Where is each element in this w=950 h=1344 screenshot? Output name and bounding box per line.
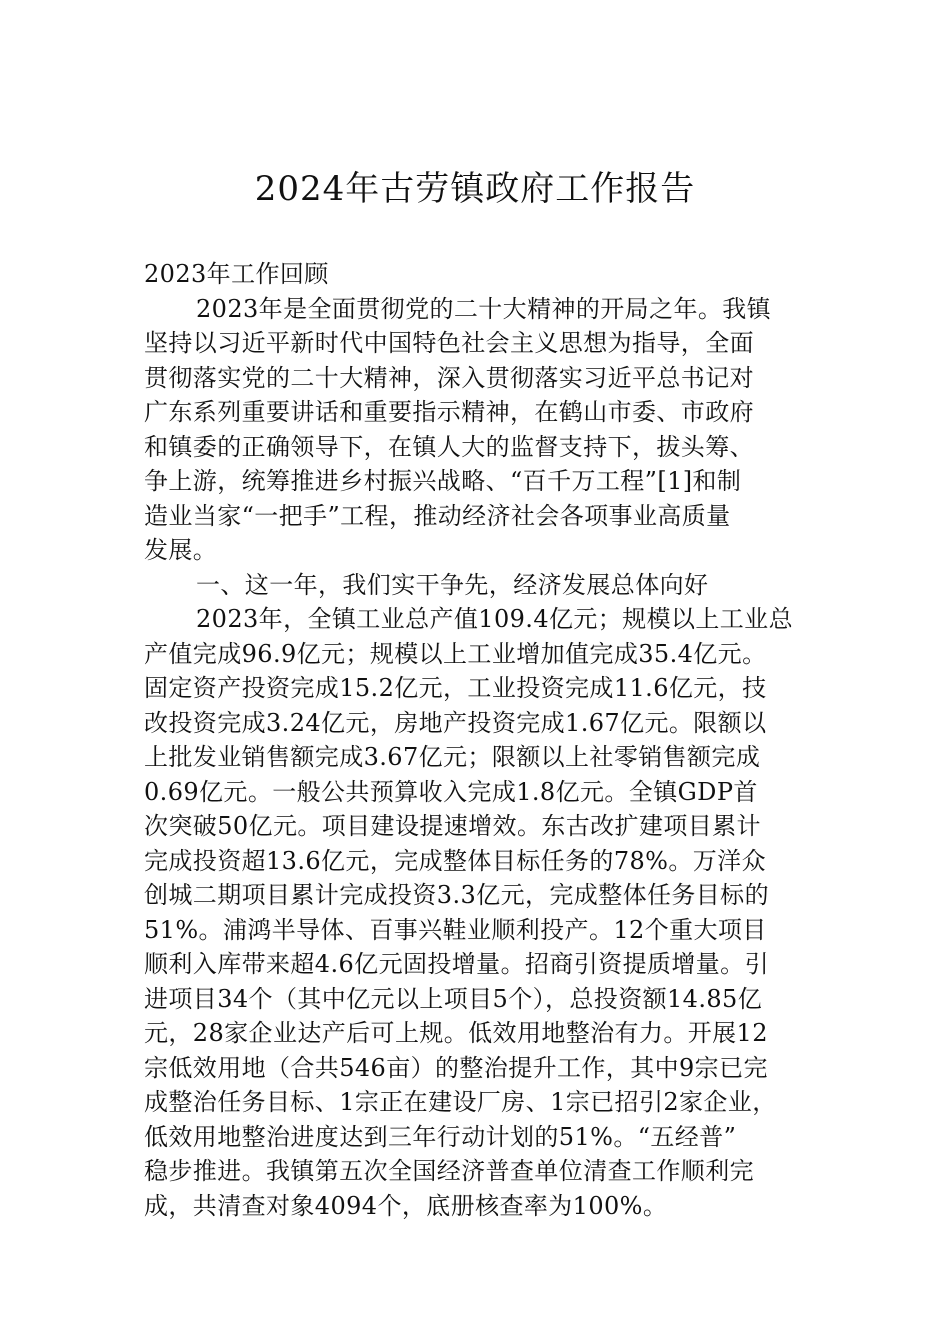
paragraph-line: 宗低效用地（合共546亩）的整治提升工作，其中9宗已完: [144, 1053, 768, 1082]
paragraph-line: 创城二期项目累计完成投资3.3亿元，完成整体任务目标的: [144, 881, 769, 909]
paragraph-line: 元，28家企业达产后可上规。低效用地整治有力。开展12: [144, 1019, 768, 1047]
paragraph-line: 完成投资超13.6亿元，完成整体目标任务的78%。万洋众: [144, 846, 766, 875]
paragraph-line: 一、这一年，我们实干争先，经济发展总体向好: [196, 570, 709, 599]
paragraph-line: 发展。: [144, 536, 218, 564]
section-heading: 2023年工作回顾: [144, 260, 329, 288]
paragraph-line: 产值完成96.9亿元；规模以上工业增加值完成35.4亿元。: [144, 639, 767, 668]
paragraph-line: 成，共清查对象4094个，底册核查率为100%。: [144, 1191, 668, 1220]
paragraph-line: 和镇委的正确领导下，在镇人大的监督支持下，拔头筹、: [144, 432, 754, 461]
paragraph-line: 改投资完成3.24亿元，房地产投资完成1.67亿元。限额以: [144, 708, 767, 737]
paragraph-line: 次突破50亿元。项目建设提速增效。东古改扩建项目累计: [144, 812, 761, 840]
paragraph-line: 顺利入库带来超4.6亿元固投增量。招商引资提质增量。引: [144, 950, 769, 978]
paragraph-line: 低效用地整治进度达到三年行动计划的51%。“五经普”: [144, 1122, 737, 1151]
paragraph-line: 坚持以习近平新时代中国特色社会主义思想为指导，全面: [144, 329, 754, 357]
paragraph-line: 贯彻落实党的二十大精神，深入贯彻落实习近平总书记对: [144, 363, 754, 392]
paragraph-line: 广东系列重要讲话和重要指示精神，在鹤山市委、市政府: [144, 398, 754, 426]
paragraph-line: 0.69亿元。一般公共预算收入完成1.8亿元。全镇GDP首: [144, 777, 758, 806]
paragraph-line: 造业当家“一把手”工程，推动经济社会各项事业高质量: [144, 501, 731, 530]
paragraph-line: 2023年，全镇工业总产值109.4亿元；规模以上工业总: [196, 605, 793, 633]
paragraph-line: 争上游，统筹推进乡村振兴战略、“百千万工程”[1]和制: [144, 467, 742, 495]
paragraph-line: 2023年是全面贯彻党的二十大精神的开局之年。我镇: [196, 294, 772, 323]
paragraph-line: 固定资产投资完成15.2亿元，工业投资完成11.6亿元，技: [144, 674, 767, 702]
paragraph-line: 进项目34个（其中亿元以上项目5个），总投资额14.85亿: [144, 984, 763, 1013]
paragraph-line: 成整治任务目标、1宗正在建设厂房、1宗已招引2家企业，: [144, 1088, 777, 1116]
paragraph-line: 稳步推进。我镇第五次全国经济普查单位清查工作顺利完: [144, 1157, 754, 1185]
paragraph-line: 上批发业销售额完成3.67亿元；限额以上社零销售额完成: [144, 743, 761, 771]
paragraph-line: 51%。浦鸿半导体、百事兴鞋业顺利投产。12个重大项目: [144, 915, 767, 944]
document-title: 2024年古劳镇政府工作报告: [254, 169, 696, 209]
document-body: [144, 257, 814, 1223]
